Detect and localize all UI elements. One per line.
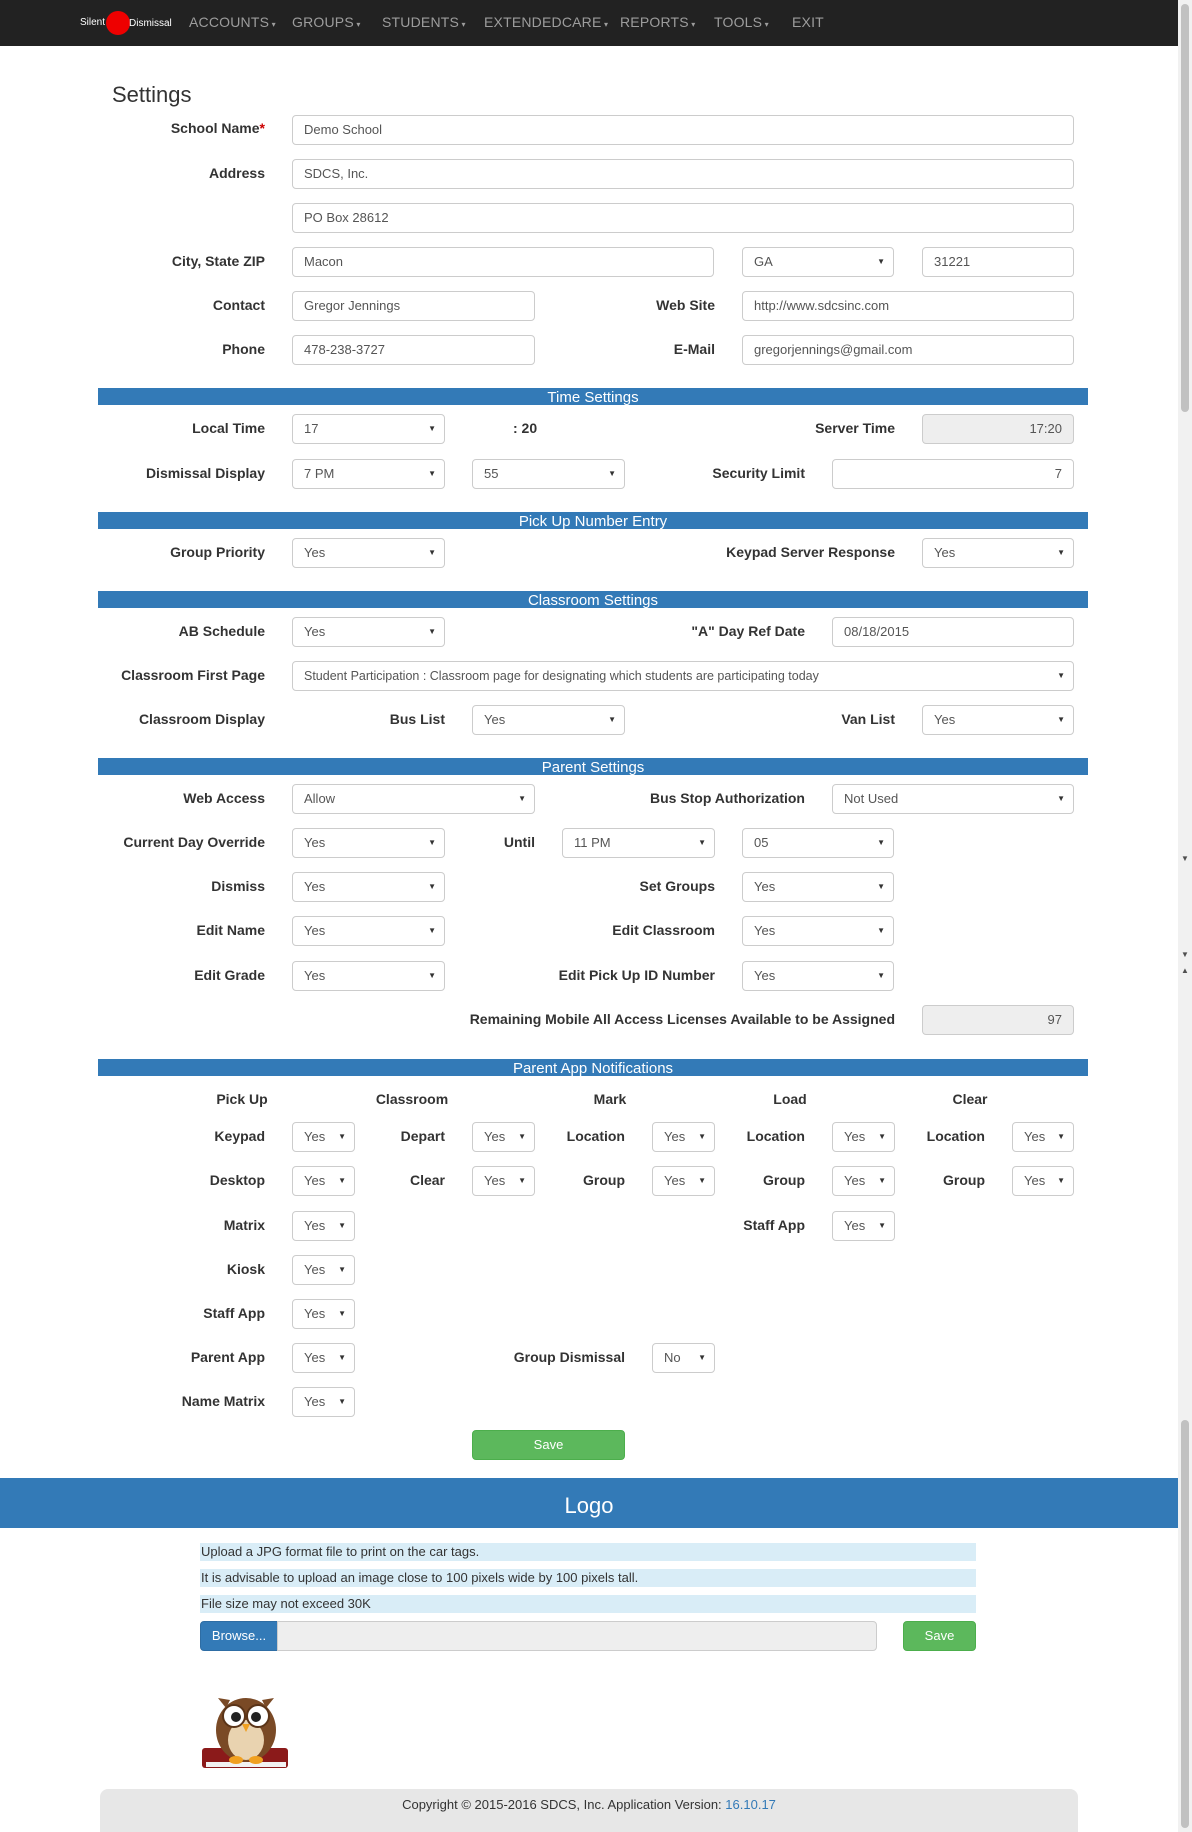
caret-down-icon: ▼ xyxy=(338,1132,346,1141)
caret-down-icon: ▼ xyxy=(1057,715,1065,724)
a-day-ref-date-label: "A" Day Ref Date xyxy=(691,623,805,639)
load-staff-app-label: Staff App xyxy=(743,1217,805,1233)
scrollbar-thumb-bottom[interactable] xyxy=(1181,1420,1189,1828)
local-hour-select[interactable]: 17 ▼ xyxy=(292,414,445,444)
caret-down-icon: ▼ xyxy=(698,838,706,847)
caret-down-icon: ▼ xyxy=(878,1132,886,1141)
brand-text-right: Dismissal xyxy=(129,18,172,29)
current-day-override-label: Current Day Override xyxy=(123,834,265,850)
classroom-first-page-label: Classroom First Page xyxy=(121,667,265,683)
pickup-desktop-label: Desktop xyxy=(209,1172,265,1188)
caret-down-icon: ▾ xyxy=(601,20,609,29)
caret-down-icon: ▼ xyxy=(1057,1176,1065,1185)
load-location-select[interactable]: Yes ▼ xyxy=(832,1122,895,1152)
caret-down-icon: ▼ xyxy=(428,971,436,980)
pickup-keypad-label: Keypad xyxy=(214,1128,265,1144)
nav-tools[interactable]: TOOLS ▾ xyxy=(714,14,769,30)
city-input[interactable]: Macon xyxy=(292,247,714,277)
a-day-ref-date-input[interactable]: 08/18/2015 xyxy=(832,617,1074,647)
nav-exit[interactable]: EXIT xyxy=(792,14,824,30)
pickup-kiosk-label: Kiosk xyxy=(226,1261,265,1277)
pickup-matrix-label: Matrix xyxy=(223,1217,265,1233)
nav-reports[interactable]: REPORTS ▾ xyxy=(620,14,696,30)
brand-text-left: Silent xyxy=(80,17,106,28)
caret-down-icon: ▼ xyxy=(518,1132,526,1141)
parent-settings-header: Parent Settings xyxy=(98,758,1088,775)
caret-down-icon: ▼ xyxy=(877,257,885,266)
edit-pickup-id-select[interactable]: Yes ▼ xyxy=(742,961,894,991)
bus-list-label: Bus List xyxy=(389,711,445,727)
caret-down-icon: ▼ xyxy=(698,1176,706,1185)
phone-label: Phone xyxy=(222,341,265,357)
col-mark-header: Mark xyxy=(593,1091,627,1107)
city-state-zip-label: City, State ZIP xyxy=(171,253,265,269)
dismissal-minute-select[interactable]: 55 ▼ xyxy=(472,459,625,489)
edit-name-label: Edit Name xyxy=(196,922,265,938)
logo-section-header: Logo xyxy=(0,1478,1178,1528)
clear-location-label: Location xyxy=(926,1128,985,1144)
clear-location-select[interactable]: Yes ▼ xyxy=(1012,1122,1074,1152)
clear-group-label: Group xyxy=(943,1172,985,1188)
address-line2-input[interactable]: PO Box 28612 xyxy=(292,203,1074,233)
classroom-clear-label: Clear xyxy=(409,1172,445,1188)
classroom-clear-select[interactable]: Yes ▼ xyxy=(472,1166,535,1196)
pickup-parent-app-label: Parent App xyxy=(190,1349,265,1365)
caret-down-icon: ▼ xyxy=(518,1176,526,1185)
pickup-keypad-select[interactable]: Yes ▼ xyxy=(292,1122,355,1152)
caret-down-icon: ▼ xyxy=(338,1309,346,1318)
caret-down-icon: ▼ xyxy=(1057,1132,1065,1141)
browse-button[interactable]: Browse... xyxy=(200,1621,278,1651)
van-list-label: Van List xyxy=(841,711,895,727)
caret-down-icon: ▼ xyxy=(877,882,885,891)
pickup-parent-app-select[interactable]: Yes ▼ xyxy=(292,1343,355,1373)
school-name-label: School Name* xyxy=(170,120,265,136)
caret-down-icon: ▼ xyxy=(428,882,436,891)
nav-accounts[interactable]: ACCOUNTS ▾ xyxy=(189,14,276,30)
web-access-label: Web Access xyxy=(183,790,265,806)
copyright-text: Copyright © 2015-2016 SDCS, Inc. Application Version: xyxy=(402,1797,722,1812)
nav-students[interactable]: STUDENTS ▾ xyxy=(382,14,466,30)
set-groups-label: Set Groups xyxy=(639,878,715,894)
top-navbar xyxy=(0,0,1178,46)
mark-group-label: Group xyxy=(583,1172,625,1188)
brand-logo[interactable] xyxy=(80,10,174,36)
caret-down-icon: ▼ xyxy=(877,971,885,980)
website-input[interactable]: http://www.sdcsinc.com xyxy=(742,291,1074,321)
caret-down-icon: ▼ xyxy=(608,715,616,724)
nav-extendedcare[interactable]: EXTENDEDCARE ▾ xyxy=(484,14,609,30)
edit-grade-label: Edit Grade xyxy=(194,967,265,983)
caret-down-icon: ▼ xyxy=(338,1221,346,1230)
keypad-server-response-label: Keypad Server Response xyxy=(726,544,895,560)
address-label: Address xyxy=(208,165,265,181)
caret-down-icon: ▼ xyxy=(428,548,436,557)
contact-label: Contact xyxy=(212,297,265,313)
scrollbar-thumb-top[interactable] xyxy=(1181,4,1189,412)
until-hour-select[interactable]: 11 PM ▼ xyxy=(562,828,715,858)
save-button[interactable]: Save xyxy=(472,1430,625,1460)
local-minute-text: : 20 xyxy=(513,420,538,436)
pickup-entry-header: Pick Up Number Entry xyxy=(98,512,1088,529)
load-location-label: Location xyxy=(746,1128,805,1144)
scroll-down-arrow-icon[interactable]: ▼ xyxy=(1181,854,1189,863)
until-minute-select[interactable]: 05 ▼ xyxy=(742,828,894,858)
group-priority-label: Group Priority xyxy=(170,544,265,560)
col-load-header: Load xyxy=(773,1091,807,1107)
caret-down-icon: ▼ xyxy=(877,838,885,847)
edit-pickup-id-label: Edit Pick Up ID Number xyxy=(558,967,715,983)
zip-input[interactable]: 31221 xyxy=(922,247,1074,277)
until-label: Until xyxy=(503,834,535,850)
edit-name-select[interactable]: Yes ▼ xyxy=(292,916,445,946)
mark-location-select[interactable]: Yes ▼ xyxy=(652,1122,715,1152)
caret-down-icon: ▼ xyxy=(338,1265,346,1274)
pickup-matrix-select[interactable]: Yes ▼ xyxy=(292,1211,355,1241)
caret-down-icon: ▼ xyxy=(698,1353,706,1362)
current-day-override-select[interactable]: Yes ▼ xyxy=(292,828,445,858)
email-input[interactable]: gregorjennings@gmail.com xyxy=(742,335,1074,365)
caret-down-icon: ▼ xyxy=(518,794,526,803)
dismiss-select[interactable]: Yes ▼ xyxy=(292,872,445,902)
scroll-down-arrow-icon[interactable]: ▼ xyxy=(1181,950,1189,959)
caret-down-icon: ▾ xyxy=(353,20,361,29)
mark-group-select[interactable]: Yes ▼ xyxy=(652,1166,715,1196)
pickup-name-matrix-label: Name Matrix xyxy=(181,1393,265,1409)
required-mark: * xyxy=(259,120,265,136)
group-dismissal-label: Group Dismissal xyxy=(513,1349,625,1365)
load-group-label: Group xyxy=(763,1172,805,1188)
classroom-first-page-select[interactable]: Student Participation : Classroom page for designating which students are participating today ▼ xyxy=(292,661,1074,691)
email-label: E-Mail xyxy=(673,341,715,357)
edit-classroom-select[interactable]: Yes ▼ xyxy=(742,916,894,946)
van-list-select[interactable]: Yes ▼ xyxy=(922,705,1074,735)
dismissal-display-label: Dismissal Display xyxy=(145,465,265,481)
caret-down-icon: ▼ xyxy=(608,469,616,478)
website-label: Web Site xyxy=(656,297,715,313)
contact-input[interactable]: Gregor Jennings xyxy=(292,291,535,321)
classroom-depart-label: Depart xyxy=(400,1128,445,1144)
logo-info-format: Upload a JPG format file to print on the car tags. xyxy=(200,1543,976,1561)
caret-down-icon: ▼ xyxy=(1057,794,1065,803)
caret-down-icon: ▼ xyxy=(428,627,436,636)
group-dismissal-select[interactable]: No ▼ xyxy=(652,1343,715,1373)
scroll-up-arrow-icon[interactable]: ▲ xyxy=(1181,966,1189,975)
pickup-kiosk-select[interactable]: Yes ▼ xyxy=(292,1255,355,1285)
caret-down-icon: ▾ xyxy=(688,20,696,29)
bus-stop-authorization-select[interactable]: Not Used ▼ xyxy=(832,784,1074,814)
pickup-desktop-select[interactable]: Yes ▼ xyxy=(292,1166,355,1196)
caret-down-icon: ▾ xyxy=(459,20,466,29)
col-pickup-header: Pick Up xyxy=(216,1091,268,1107)
school-name-input[interactable]: Demo School xyxy=(292,115,1074,145)
set-groups-select[interactable]: Yes ▼ xyxy=(742,872,894,902)
mark-location-label: Location xyxy=(566,1128,625,1144)
ab-schedule-select[interactable]: Yes ▼ xyxy=(292,617,445,647)
caret-down-icon: ▼ xyxy=(428,469,436,478)
clear-group-select[interactable]: Yes ▼ xyxy=(1012,1166,1074,1196)
edit-grade-select[interactable]: Yes ▼ xyxy=(292,961,445,991)
col-classroom-header: Classroom xyxy=(375,1091,449,1107)
load-group-select[interactable]: Yes ▼ xyxy=(832,1166,895,1196)
state-select[interactable]: GA ▼ xyxy=(742,247,894,277)
caret-down-icon: ▼ xyxy=(338,1176,346,1185)
licenses-label: Remaining Mobile All Access Licenses Available to be Assigned xyxy=(469,1011,895,1027)
caret-down-icon: ▼ xyxy=(338,1397,346,1406)
caret-down-icon: ▼ xyxy=(1057,548,1065,557)
logo-save-button[interactable]: Save xyxy=(903,1621,976,1651)
time-settings-header: Time Settings xyxy=(98,388,1088,405)
footer xyxy=(100,1789,1078,1832)
caret-down-icon: ▼ xyxy=(698,1132,706,1141)
logo-info-filesize: File size may not exceed 30K xyxy=(200,1595,976,1613)
caret-down-icon: ▼ xyxy=(878,1176,886,1185)
edit-classroom-label: Edit Classroom xyxy=(612,922,715,938)
caret-down-icon: ▼ xyxy=(878,1221,886,1230)
col-clear-header: Clear xyxy=(952,1091,988,1107)
group-priority-select[interactable]: Yes ▼ xyxy=(292,538,445,568)
licenses-field: 97 xyxy=(922,1005,1074,1035)
pickup-staff-app-select[interactable]: Yes ▼ xyxy=(292,1299,355,1329)
file-name-field[interactable] xyxy=(277,1621,877,1651)
security-limit-input[interactable]: 7 xyxy=(832,459,1074,489)
caret-down-icon: ▼ xyxy=(338,1353,346,1362)
pickup-staff-app-label: Staff App xyxy=(203,1305,265,1321)
caret-down-icon: ▼ xyxy=(428,838,436,847)
nav-groups[interactable]: GROUPS ▾ xyxy=(292,14,361,30)
caret-down-icon: ▼ xyxy=(428,424,436,433)
caret-down-icon: ▾ xyxy=(762,20,769,29)
brand-dot-icon xyxy=(106,11,130,35)
parent-app-notifications-header: Parent App Notifications xyxy=(98,1059,1088,1076)
web-access-select[interactable]: Allow ▼ xyxy=(292,784,535,814)
security-limit-label: Security Limit xyxy=(712,465,805,481)
server-time-label: Server Time xyxy=(815,420,895,436)
version-link[interactable]: 16.10.17 xyxy=(725,1797,776,1812)
caret-down-icon: ▼ xyxy=(428,926,436,935)
address-line1-input[interactable]: SDCS, Inc. xyxy=(292,159,1074,189)
phone-input[interactable]: 478-238-3727 xyxy=(292,335,535,365)
dismissal-hour-select[interactable]: 7 PM ▼ xyxy=(292,459,445,489)
ab-schedule-label: AB Schedule xyxy=(178,623,265,639)
keypad-server-response-select[interactable]: Yes ▼ xyxy=(922,538,1074,568)
load-staff-app-select[interactable]: Yes ▼ xyxy=(832,1211,895,1241)
page-title: Settings xyxy=(112,82,192,107)
pickup-name-matrix-select[interactable]: Yes ▼ xyxy=(292,1387,355,1417)
classroom-display-label: Classroom Display xyxy=(138,711,265,727)
bus-stop-authorization-label: Bus Stop Authorization xyxy=(649,790,805,806)
caret-down-icon: ▼ xyxy=(1057,671,1065,680)
dismiss-label: Dismiss xyxy=(211,878,265,894)
caret-down-icon: ▾ xyxy=(269,20,276,29)
classroom-settings-header: Classroom Settings xyxy=(98,591,1088,608)
logo-info-size: It is advisable to upload an image close to 100 pixels wide by 100 pixels tall. xyxy=(200,1569,976,1587)
caret-down-icon: ▼ xyxy=(877,926,885,935)
bus-list-select[interactable]: Yes ▼ xyxy=(472,705,625,735)
classroom-depart-select[interactable]: Yes ▼ xyxy=(472,1122,535,1152)
server-time-field: 17:20 xyxy=(922,414,1074,444)
owl-logo-image xyxy=(200,1682,292,1772)
local-time-label: Local Time xyxy=(192,420,265,436)
